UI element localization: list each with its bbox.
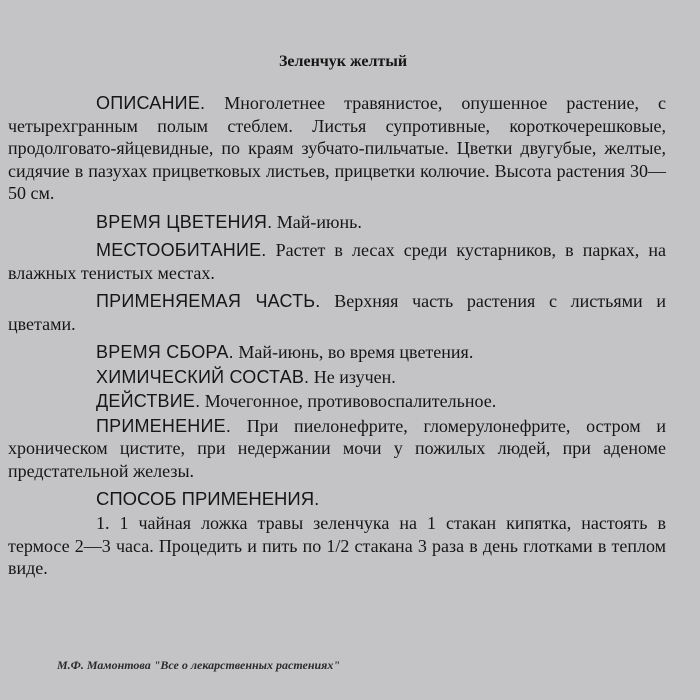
section-heading: ПРИМЕНЕНИЕ. xyxy=(96,415,232,436)
section-heading: ХИМИЧЕСКИЙ СОСТАВ. xyxy=(96,366,310,387)
article-body xyxy=(8,92,667,580)
section-application xyxy=(8,415,666,483)
method-heading: СПОСОБ ПРИМЕНЕНИЯ. xyxy=(96,488,320,509)
section-action xyxy=(8,390,666,413)
section-text: Май-июнь. xyxy=(276,211,362,232)
section-habitat xyxy=(8,239,666,284)
section-flowering-time xyxy=(8,211,666,234)
section-heading: МЕСТООБИТАНИЕ. xyxy=(96,240,267,260)
source-caption: М.Ф. Мамонтова "Все о лекарственных растениях" xyxy=(57,658,340,672)
section-description xyxy=(8,92,666,205)
section-text: Верхняя часть растения с листьями и цветами. xyxy=(8,291,666,334)
section-used-part xyxy=(8,290,666,335)
section-text: Растет в лесах среди кустарников, в парках, на влажных тенистых местах. xyxy=(8,240,667,283)
section-heading: ПРИМЕНЯЕМАЯ ЧАСТЬ. xyxy=(96,291,321,311)
section-text: Многолетнее травянистое, опушенное растение, с четырехгранным полым стеблем. Листья супротивные, короткочерешковые, продолговато-яйцевидные, по краям зубчато-пильчатые. Цветки двугубые, желтые, сидячие в пазухах прицветковых листьев, прицветки колючие. Высота растения 30—50 см. xyxy=(8,93,666,203)
method-step: 1. 1 чайная ложка травы зеленчука на 1 стакан кипятка, настоять в термосе 2—3 часа. Процедить и пить по 1/2 стакана 3 раза в день глотками в теплом виде. xyxy=(8,513,666,578)
section-text: Не изучен. xyxy=(313,366,396,387)
section-text: Май-июнь, во время цветения. xyxy=(238,342,474,362)
section-heading: ДЕЙСТВИЕ. xyxy=(96,391,201,411)
section-text: Мочегонное, противовоспалительное. xyxy=(204,391,497,411)
section-heading: ВРЕМЯ ЦВЕТЕНИЯ. xyxy=(96,211,273,232)
section-heading: ВРЕМЯ СБОРА. xyxy=(96,342,234,362)
section-collection-time xyxy=(8,341,666,364)
section-heading: ОПИСАНИЕ. xyxy=(96,93,206,113)
section-chemical-composition xyxy=(8,366,666,389)
section-text: При пиелонефрите, гломерулонефрите, остром и хроническом цистите, при недержании мочи у пожилых людей, при аденоме предстательной железы. xyxy=(8,415,666,481)
article-title: Зеленчук желтый xyxy=(278,53,408,70)
